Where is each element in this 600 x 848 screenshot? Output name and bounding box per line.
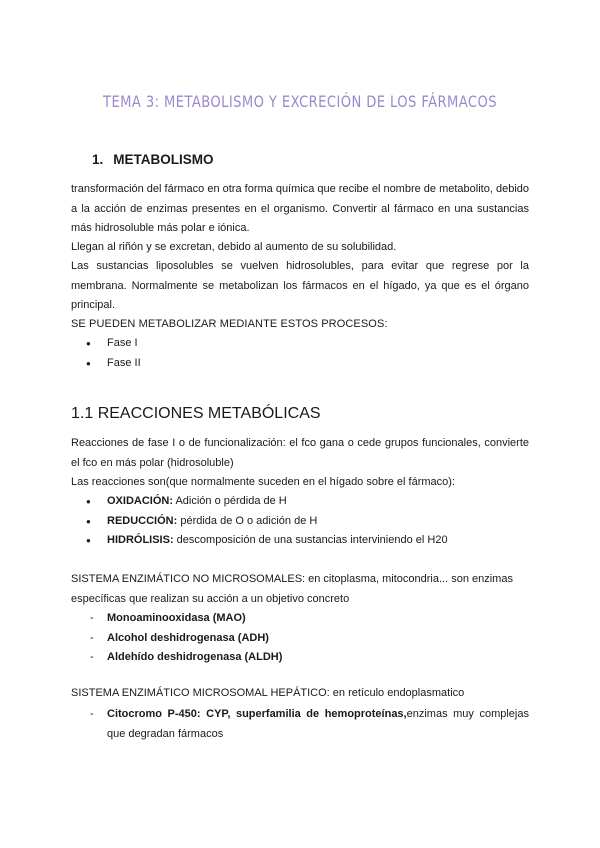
reaction-list [86,492,448,551]
list-item [86,705,529,744]
paragraph-reactions-intro: Las reacciones son(que normalmente suceden en el hígado sobre el fármaco): [71,476,456,488]
reaction-term: HIDRÓLISIS: [107,534,174,546]
nonmicrosomal-enzyme-list [86,609,529,668]
paragraph-phase1: Reacciones de fase I o de funcionalización: el fco gana o cede grupos funcionales, convierte el fco en más polar (hidrosoluble) [71,437,529,469]
reaction-desc: Adición o pérdida de H [173,495,287,507]
reaction-term: OXIDACIÓN: [107,495,173,507]
list-item [86,531,448,551]
list-item: ● Fase I [86,334,141,354]
list-item [86,512,448,532]
paragraph-liposoluble: Las sustancias liposolubles se vuelven hidrosolubles, para evitar que regrese por la membrana. Normalmente se metabolizan los fármacos en el hígado, ya que es el órgano principal. [71,260,529,311]
paragraph-microsomal: SISTEMA ENZIMÁTICO MICROSOMAL HEPÁTICO: en retículo endoplasmatico [71,687,465,699]
reaction-desc: pérdida de O o adición de H [177,514,318,527]
section-title: METABOLISMO [113,152,214,167]
enzyme-name: Citocromo P-450: CYP, superfamilia de hemoproteínas, [107,708,407,720]
paragraph-definition: transformación del fármaco en otra forma química que recibe el nombre de metabolito, debido a la acción de enzimas presentes en el organismo. Convertir al fármaco en una sustancias más hidrosoluble más polar e iónica. [71,183,529,234]
enzyme-name: Aldehído deshidrogenasa (ALDH) [107,651,283,663]
list-item [86,609,529,629]
reaction-term: REDUCCIÓN: [107,514,178,527]
reaction-desc: descomposición de una sustancias interviniendo el H20 [173,534,448,546]
microsomal-enzyme-list [86,705,529,744]
phase-list [86,334,141,373]
enzyme-name: Alcohol deshidrogenasa (ADH) [107,631,269,644]
list-item [86,648,529,668]
paragraph-processes: SE PUEDEN METABOLIZAR MEDIANTE ESTOS PROCESOS: [71,318,388,330]
enzyme-desc: enzimas muy complejas que degradan fármacos [107,708,529,740]
enzyme-name: Monoaminooxidasa (MAO) [107,612,246,624]
list-item: ● Fase II [86,354,141,374]
page-title: TEMA 3: METABOLISMO Y EXCRECIÓN DE LOS FÁRMACOS [103,92,497,111]
section-number: 1. [92,152,104,167]
list-item [86,492,448,512]
paragraph-nonmicrosomal: SISTEMA ENZIMÁTICO NO MICROSOMALES: en citoplasma, mitocondria... son enzimas específicas que realizan su acción a un objetivo concreto [71,573,513,605]
section-heading-metabolismo [92,152,214,167]
list-item [86,629,529,649]
paragraph-excretion: Llegan al riñón y se excretan, debido al aumento de su solubilidad. [71,241,397,253]
subsection-heading: 1.1 REACCIONES METABÓLICAS [71,405,321,422]
